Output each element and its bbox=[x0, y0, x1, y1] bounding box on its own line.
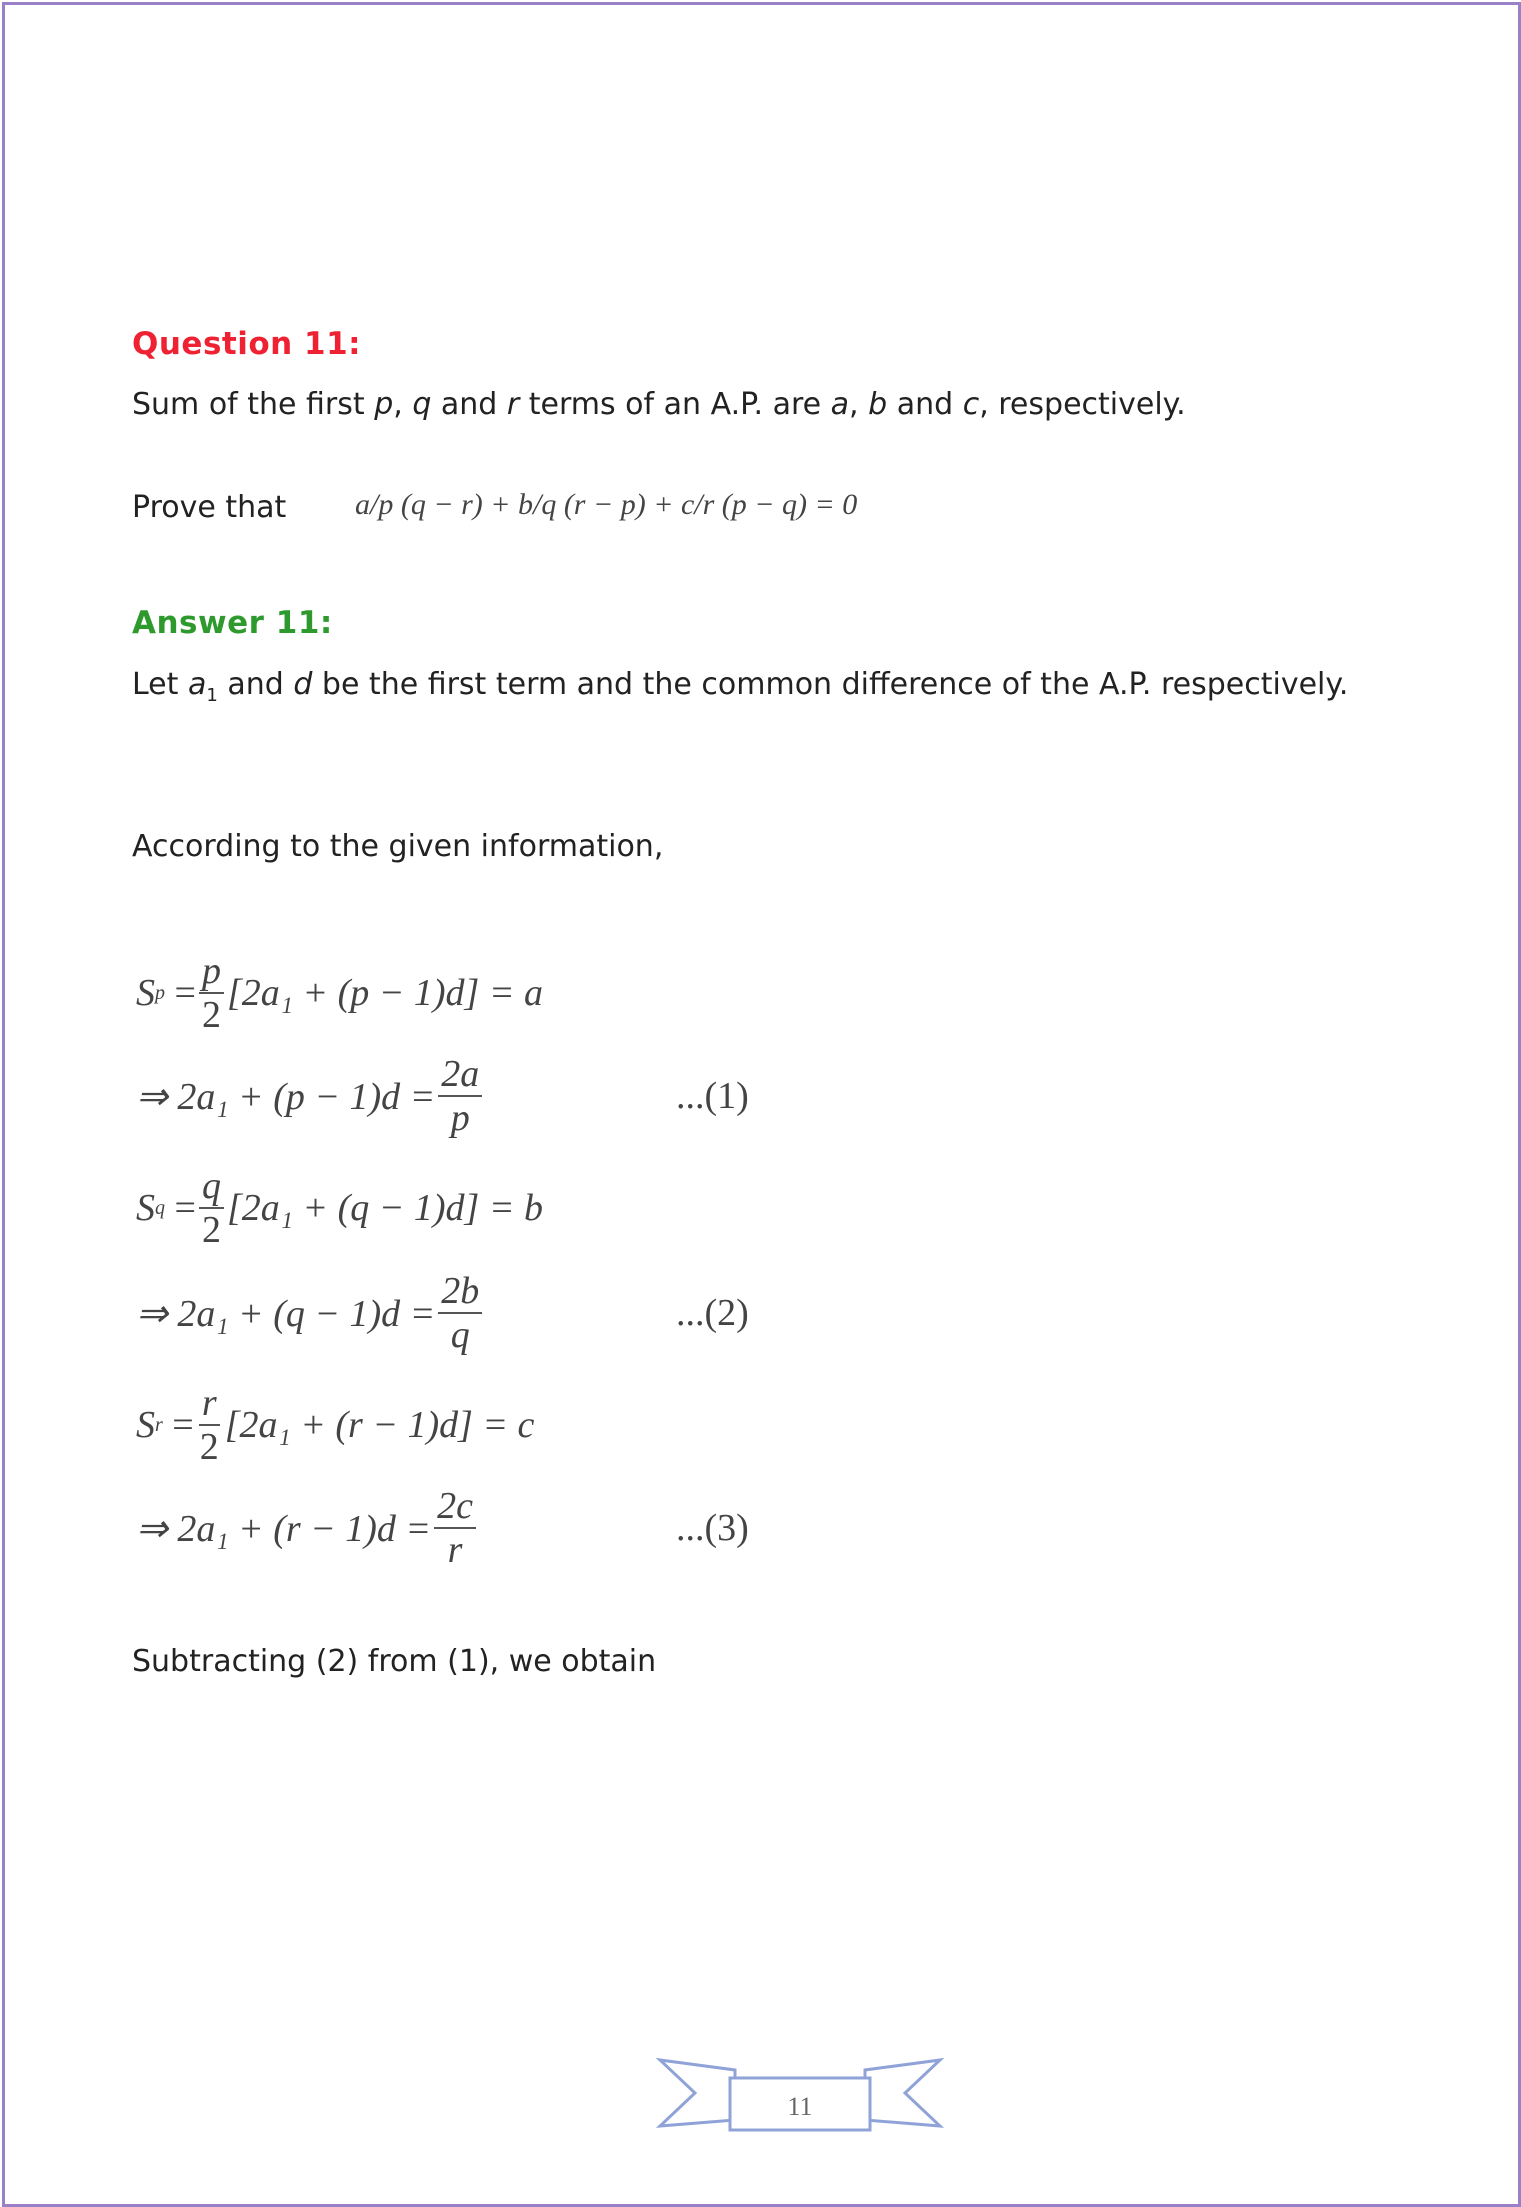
subtracting-text: Subtracting (2) from (1), we obtain bbox=[132, 1644, 657, 1679]
page-number: 11 bbox=[787, 2092, 813, 2121]
equation-sr: S r = $\frac{r}{2}$ [2a₁ + (r − 1)d] = c bbox=[136, 1382, 535, 1468]
prove-equation: a/p (q − r) + b/q (r − p) + c/r (p − q) = 0 bbox=[355, 488, 858, 521]
page-number-ribbon bbox=[655, 2048, 945, 2138]
equation-1: ⇒ 2a₁ + (p − 1)d = $\frac{2a}{p}$ ...(1) bbox=[136, 1053, 749, 1139]
prove-label: Prove that bbox=[132, 490, 287, 525]
equation-3: ⇒ 2a₁ + (r − 1)d = $\frac{2c}{r}$ ...(3) bbox=[136, 1485, 749, 1571]
answer-heading: Answer 11: bbox=[132, 605, 333, 641]
equation-2: ⇒ 2a₁ + (q − 1)d = $\frac{2b}{q}$ ...(2) bbox=[136, 1270, 749, 1356]
question-statement: Sum of the first p, q and r terms of an A.P. are a, b and c, respectively. bbox=[132, 387, 1186, 422]
question-heading: Question 11: bbox=[132, 326, 362, 362]
answer-intro: Let $a_1$ and d be the first term and the common difference of the A.P. respectively. bbox=[132, 667, 1349, 706]
equation-sq: S q = $\frac{q}{2}$ [2a₁ + (q − 1)d] = b bbox=[136, 1165, 543, 1251]
given-text: According to the given information, bbox=[132, 829, 664, 864]
equation-sp: S p = $\frac{p}{2}$ [2a₁ + (p − 1)d] = a bbox=[136, 950, 543, 1036]
